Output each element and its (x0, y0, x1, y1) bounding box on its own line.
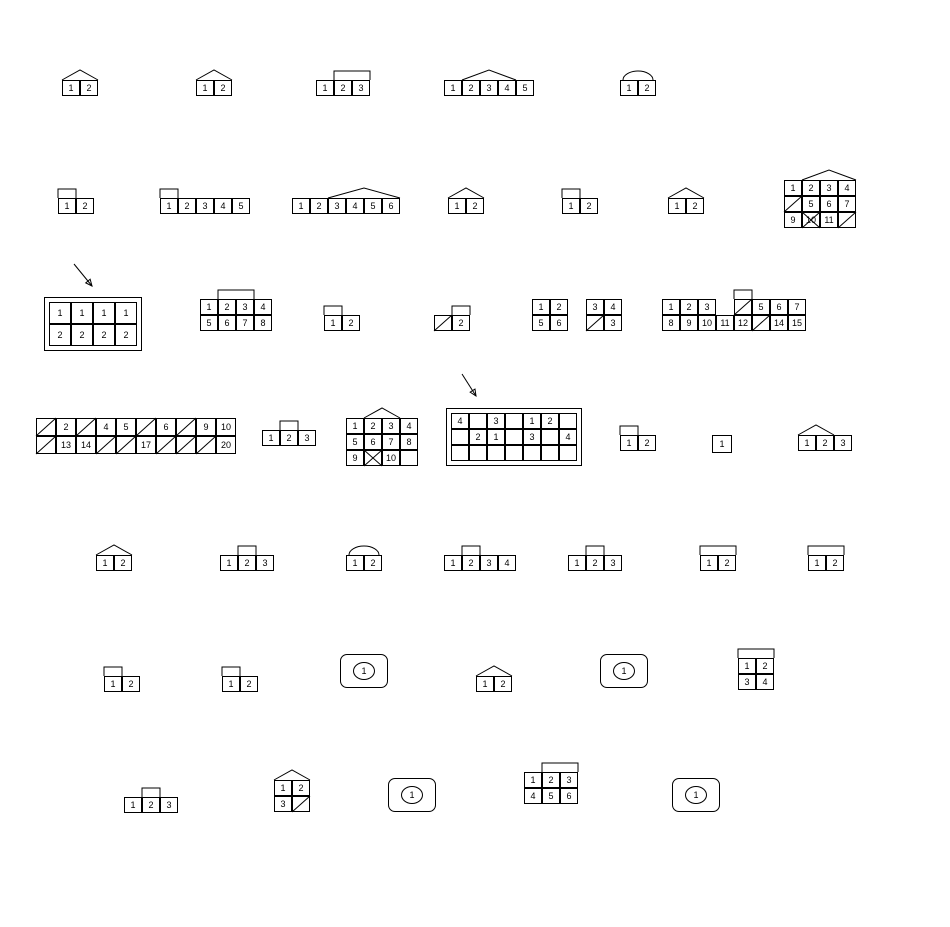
pin-cell: 2 (638, 80, 656, 96)
pin-cell: 2 (49, 324, 71, 346)
pin-cell: 2 (56, 418, 76, 436)
pin-cell: 10 (382, 450, 400, 466)
pin-cell: 2 (550, 299, 568, 315)
pin-cell: 8 (400, 434, 418, 450)
pin-cell: 17 (136, 436, 156, 454)
pin-cell: 2 (756, 658, 774, 674)
pin-cell: 9 (680, 315, 698, 331)
pin-cell: 2 (586, 555, 604, 571)
pin-cell: 4 (400, 418, 418, 434)
pin-cell: 1 (523, 413, 541, 429)
pin-cell: 2 (469, 429, 487, 445)
pin-cell: 1 (808, 555, 826, 571)
pin-cell: 3 (298, 430, 316, 446)
pin-cell: 1 (324, 315, 342, 331)
pin-cell: 2 (364, 418, 382, 434)
pin-cell: 11 (820, 212, 838, 228)
pin-cell: 3 (604, 555, 622, 571)
pin-cell: 2 (76, 198, 94, 214)
pin-cell: 12 (734, 315, 752, 331)
pin-cell: 4 (838, 180, 856, 196)
pin-cell: 1 (292, 198, 310, 214)
pin-cell: 1 (712, 435, 732, 453)
pin-cell: 4 (346, 198, 364, 214)
pin-cell: 6 (560, 788, 578, 804)
pin-cell: 2 (680, 299, 698, 315)
pin-cell: 3 (523, 429, 541, 445)
pin-cell: 5 (364, 198, 382, 214)
pin-cell: 3 (560, 772, 578, 788)
pin-cell: 2 (178, 198, 196, 214)
pin-cell: 2 (342, 315, 360, 331)
pin-cell: 2 (280, 430, 298, 446)
pin-cell: 2 (292, 780, 310, 796)
pin-cell: 1 (196, 80, 214, 96)
pin-cell: 4 (756, 674, 774, 690)
pin-cell: 2 (114, 555, 132, 571)
pin-cell: 2 (462, 80, 480, 96)
pin-cell: 2 (494, 676, 512, 692)
pin-cell: 2 (686, 198, 704, 214)
pin-cell: 6 (156, 418, 176, 436)
pin-cell: 6 (550, 315, 568, 331)
pin-cell: 2 (80, 80, 98, 96)
pin-cell: 5 (532, 315, 550, 331)
pin-cell: 3 (160, 797, 178, 813)
pin-cell: 7 (236, 315, 254, 331)
connector-outer-frame (446, 408, 582, 466)
connector-outer-frame (44, 297, 142, 351)
pin-cell: 2 (240, 676, 258, 692)
round-connector-pin: 1 (685, 786, 707, 804)
pin-cell: 20 (216, 436, 236, 454)
pin-cell: 2 (718, 555, 736, 571)
pin-cell: 1 (487, 429, 505, 445)
pin-cell: 1 (62, 80, 80, 96)
pin-cell: 7 (382, 434, 400, 450)
pin-cell: 1 (784, 180, 802, 196)
pin-cell: 2 (816, 435, 834, 451)
pin-cell: 3 (586, 299, 604, 315)
pin-cell: 11 (716, 315, 734, 331)
pin-cell: 6 (820, 196, 838, 212)
pin-cell: 1 (124, 797, 142, 813)
pin-cell: 3 (820, 180, 838, 196)
pin-cell: 2 (214, 80, 232, 96)
pin-cell: 3 (274, 796, 292, 812)
pin-cell: 2 (826, 555, 844, 571)
pin-cell: 3 (738, 674, 756, 690)
pin-cell: 1 (620, 435, 638, 451)
pin-cell: 5 (802, 196, 820, 212)
pin-cell: 1 (96, 555, 114, 571)
pin-cell: 2 (310, 198, 328, 214)
pin-cell: 1 (160, 198, 178, 214)
pin-cell: 2 (802, 180, 820, 196)
pin-cell: 1 (222, 676, 240, 692)
pin-cell: 3 (487, 413, 505, 429)
pin-cell: 5 (200, 315, 218, 331)
pin-cell: 3 (480, 555, 498, 571)
pin-cell: 2 (71, 324, 93, 346)
pin-cell: 3 (480, 80, 498, 96)
pin-cell: 4 (96, 418, 116, 436)
pin-cell: 9 (784, 212, 802, 228)
pin-cell: 5 (232, 198, 250, 214)
pin-cell: 5 (346, 434, 364, 450)
pin-cell: 7 (838, 196, 856, 212)
pin-cell: 1 (262, 430, 280, 446)
pin-cell: 3 (328, 198, 346, 214)
pin-cell: 9 (346, 450, 364, 466)
pin-cell: 3 (382, 418, 400, 434)
pin-cell: 1 (71, 302, 93, 324)
round-connector-pin: 1 (353, 662, 375, 680)
pin-cell: 1 (532, 299, 550, 315)
pin-cell: 1 (700, 555, 718, 571)
pin-cell: 1 (738, 658, 756, 674)
pin-cell: 4 (524, 788, 542, 804)
pin-cell: 2 (364, 555, 382, 571)
pin-cell: 1 (58, 198, 76, 214)
pin-cell: 1 (444, 80, 462, 96)
pin-cell: 3 (834, 435, 852, 451)
pin-cell: 8 (662, 315, 680, 331)
pin-cell: 2 (541, 413, 559, 429)
round-connector-pin: 1 (613, 662, 635, 680)
pin-cell: 1 (220, 555, 238, 571)
pin-cell: 4 (498, 555, 516, 571)
pin-cell: 9 (196, 418, 216, 436)
pin-cell: 2 (462, 555, 480, 571)
pin-cell: 3 (196, 198, 214, 214)
pin-cell (400, 450, 418, 466)
pin-cell: 4 (214, 198, 232, 214)
pin-cell: 2 (334, 80, 352, 96)
pin-cell: 3 (352, 80, 370, 96)
pin-cell: 1 (200, 299, 218, 315)
pin-cell: 3 (236, 299, 254, 315)
pin-cell: 2 (93, 324, 115, 346)
pin-cell: 1 (93, 302, 115, 324)
pin-cell: 4 (498, 80, 516, 96)
pin-cell: 1 (274, 780, 292, 796)
pin-cell: 6 (364, 434, 382, 450)
pin-cell: 6 (382, 198, 400, 214)
pin-cell: 1 (316, 80, 334, 96)
pin-cell: 1 (662, 299, 680, 315)
pin-cell: 1 (49, 302, 71, 324)
pin-cell: 14 (76, 436, 96, 454)
pin-cell: 10 (802, 212, 820, 228)
pin-cell: 3 (698, 299, 716, 315)
round-connector-pin: 1 (401, 786, 423, 804)
pin-cell: 4 (604, 299, 622, 315)
pin-cell: 1 (798, 435, 816, 451)
pin-cell: 5 (516, 80, 534, 96)
pin-cell: 2 (542, 772, 560, 788)
pin-cell: 1 (568, 555, 586, 571)
pin-cell: 4 (559, 429, 577, 445)
pin-cell: 15 (788, 315, 806, 331)
pin-cell: 2 (580, 198, 598, 214)
pin-cell: 4 (451, 413, 469, 429)
pin-cell: 3 (256, 555, 274, 571)
pin-cell: 1 (444, 555, 462, 571)
pin-cell: 6 (218, 315, 236, 331)
pin-cell: 14 (770, 315, 788, 331)
pin-cell: 2 (238, 555, 256, 571)
pin-cell: 1 (104, 676, 122, 692)
pin-cell: 8 (254, 315, 272, 331)
pin-cell: 2 (466, 198, 484, 214)
pin-cell: 4 (254, 299, 272, 315)
pin-cell: 5 (542, 788, 560, 804)
pin-cell: 1 (668, 198, 686, 214)
pin-cell: 2 (218, 299, 236, 315)
pin-cell: 6 (770, 299, 788, 315)
pin-cell: 1 (115, 302, 137, 324)
pin-cell: 2 (122, 676, 140, 692)
pin-cell: 2 (142, 797, 160, 813)
pin-cell: 1 (448, 198, 466, 214)
pin-cell: 1 (524, 772, 542, 788)
pin-cell: 1 (476, 676, 494, 692)
pin-cell: 5 (752, 299, 770, 315)
pin-cell: 1 (346, 555, 364, 571)
pin-cell: 2 (115, 324, 137, 346)
pin-cell: 2 (638, 435, 656, 451)
pin-cell: 1 (562, 198, 580, 214)
pin-cell: 3 (604, 315, 622, 331)
pin-cell: 13 (56, 436, 76, 454)
pin-cell: 1 (346, 418, 364, 434)
pin-cell: 10 (698, 315, 716, 331)
pin-cell: 7 (788, 299, 806, 315)
pin-cell: 5 (116, 418, 136, 436)
pin-cell: 10 (216, 418, 236, 436)
pin-cell: 2 (452, 315, 470, 331)
pin-cell: 1 (620, 80, 638, 96)
